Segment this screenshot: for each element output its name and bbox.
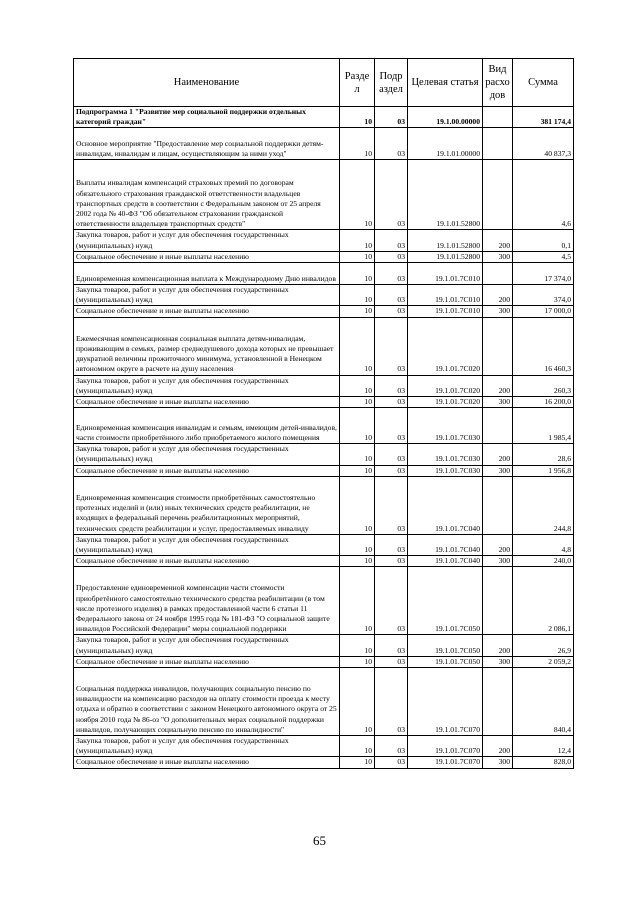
cell-razdel: 10 — [340, 757, 375, 768]
cell-name: Социальная поддержка инвалидов, получающих социальную пенсию по инвалидности на компенсацию расходов на оплату стоимости проезда к месту отдыха и обратно в соответствии с законом Ненецкого автономного округа от 25 ноября 2010 года № 86-оз "О дополнительных мерах социальной поддержки инвалидов, получающих социальную пенсию по инвалидности" — [74, 668, 340, 736]
cell-podrazdel: 03 — [375, 465, 408, 476]
cell-podrazdel: 03 — [375, 317, 408, 375]
cell-name: Основное мероприятие "Предоставление мер социальной поддержки детям-инвалидам, инвалидам и лицам, осуществляющим за ними уход" — [74, 128, 340, 160]
cell-name: Социальное обеспечение и иные выплаты населению — [74, 465, 340, 476]
cell-sum: 4,8 — [513, 534, 574, 555]
cell-sum: 1 956,8 — [513, 465, 574, 476]
cell-target: 19.1.01.7С040 — [408, 534, 483, 555]
cell-podrazdel: 03 — [375, 230, 408, 251]
table-row — [74, 656, 574, 667]
cell-razdel: 10 — [340, 465, 375, 476]
cell-razdel: 10 — [340, 263, 375, 285]
cell-sum: 374,0 — [513, 285, 574, 306]
cell-target: 19.1.01.7С010 — [408, 285, 483, 306]
cell-razdel: 10 — [340, 306, 375, 317]
cell-name: Социальное обеспечение и иные выплаты населению — [74, 251, 340, 262]
cell-name: Закупка товаров, работ и услуг для обеспечения государственных (муниципальных) нужд — [74, 736, 340, 757]
cell-razdel: 10 — [340, 736, 375, 757]
cell-razdel: 10 — [340, 534, 375, 555]
header-vid: Вид расхо дов — [483, 59, 513, 107]
table-row — [74, 263, 574, 285]
header-target: Целевая статья — [408, 59, 483, 107]
cell-name: Закупка товаров, работ и услуг для обеспечения государственных (муниципальных) нужд — [74, 635, 340, 656]
table-row — [74, 306, 574, 317]
cell-razdel: 10 — [340, 668, 375, 736]
cell-target: 19.1.01.7С050 — [408, 656, 483, 667]
cell-vid: 300 — [483, 656, 513, 667]
cell-sum: 17 374,0 — [513, 263, 574, 285]
cell-razdel: 10 — [340, 160, 375, 230]
cell-vid — [483, 668, 513, 736]
table-row — [74, 128, 574, 160]
cell-sum: 381 174,4 — [513, 107, 574, 128]
cell-name: Закупка товаров, работ и услуг для обеспечения государственных (муниципальных) нужд — [74, 285, 340, 306]
cell-podrazdel: 03 — [375, 656, 408, 667]
cell-vid: 300 — [483, 465, 513, 476]
cell-name: Предоставление единовременной компенсации части стоимости приобретённого самостоятельно технического средства реабилитации (в том числе протезного изделия) в рамках предоставленной части 6 статьи 11 Федерального закона от 24 ноября 1995 года № 181-ФЗ "О социальной защите инвалидов Российской Федерации" меры социальной поддержки — [74, 567, 340, 635]
cell-name: Закупка товаров, работ и услуг для обеспечения государственных (муниципальных) нужд — [74, 230, 340, 251]
cell-razdel: 10 — [340, 656, 375, 667]
table-row — [74, 476, 574, 534]
cell-podrazdel: 03 — [375, 408, 408, 444]
cell-target: 19.1.01.00000 — [408, 128, 483, 160]
cell-podrazdel: 03 — [375, 567, 408, 635]
table-row — [74, 668, 574, 736]
cell-sum: 2 059,2 — [513, 656, 574, 667]
cell-sum: 1 985,4 — [513, 408, 574, 444]
table-row — [74, 408, 574, 444]
cell-sum: 17 000,0 — [513, 306, 574, 317]
cell-name: Единовременная компенсация инвалидам и семьям, имеющим детей-инвалидов, части стоимости приобретённого либо приобретаемого жилого помещения — [74, 408, 340, 444]
cell-name: Закупка товаров, работ и услуг для обеспечения государственных (муниципальных) нужд — [74, 375, 340, 396]
cell-sum: 840,4 — [513, 668, 574, 736]
cell-razdel: 10 — [340, 556, 375, 567]
cell-target: 19.1.01.7С030 — [408, 444, 483, 465]
cell-sum: 0,1 — [513, 230, 574, 251]
cell-razdel: 10 — [340, 444, 375, 465]
cell-podrazdel: 03 — [375, 534, 408, 555]
table-body — [74, 107, 574, 769]
cell-target: 19.1.01.7С050 — [408, 567, 483, 635]
cell-vid: 300 — [483, 556, 513, 567]
cell-sum: 28,6 — [513, 444, 574, 465]
cell-name: Ежемесячная компенсационная социальная выплата детям-инвалидам, проживающим в семьях, размер среднедушевого дохода которых не превышает двукратной величины прожиточного минимума, установленной в Ненецком автономном округе в расчете на душу населения — [74, 317, 340, 375]
cell-podrazdel: 03 — [375, 635, 408, 656]
cell-vid: 300 — [483, 251, 513, 262]
cell-razdel: 10 — [340, 317, 375, 375]
cell-sum: 828,0 — [513, 757, 574, 768]
table-row — [74, 251, 574, 262]
cell-target: 19.1.01.7С070 — [408, 757, 483, 768]
cell-podrazdel: 03 — [375, 444, 408, 465]
cell-target: 19.1.01.7С010 — [408, 263, 483, 285]
cell-name: Социальное обеспечение и иные выплаты населению — [74, 556, 340, 567]
cell-vid — [483, 263, 513, 285]
cell-vid — [483, 476, 513, 534]
cell-razdel: 10 — [340, 635, 375, 656]
cell-target: 19.1.01.7С020 — [408, 397, 483, 408]
cell-podrazdel: 03 — [375, 397, 408, 408]
cell-vid — [483, 128, 513, 160]
cell-podrazdel: 03 — [375, 263, 408, 285]
cell-podrazdel: 03 — [375, 476, 408, 534]
cell-target: 19.1.01.7С030 — [408, 465, 483, 476]
table-header-row — [74, 59, 574, 107]
header-name: Наименование — [74, 59, 340, 107]
cell-podrazdel: 03 — [375, 285, 408, 306]
cell-target: 19.1.01.52800 — [408, 251, 483, 262]
cell-podrazdel: 03 — [375, 375, 408, 396]
cell-vid — [483, 567, 513, 635]
cell-razdel: 10 — [340, 397, 375, 408]
cell-name: Выплаты инвалидам компенсаций страховых премий по договорам обязательного страхования гражданской ответственности владельцев транспортных средств в соответствии с Федеральным законом от 25 апреля 2002 года № 40-ФЗ "Об обязательном страховании гражданской ответственности владельцев транспортных средств" — [74, 160, 340, 230]
table-row — [74, 160, 574, 230]
cell-sum: 4,5 — [513, 251, 574, 262]
header-podrazdel: Подр аздел — [375, 59, 408, 107]
table-row — [74, 556, 574, 567]
table-row — [74, 534, 574, 555]
cell-name: Единовременная компенсация стоимости приобретённых самостоятельно протезных изделий и (или) иных технических средств реабилитации, не входящих в федеральный перечень реабилитационных мероприятий, технических средств реабилитации и услуг, предоставляемых инвалиду — [74, 476, 340, 534]
cell-vid: 200 — [483, 285, 513, 306]
cell-vid: 200 — [483, 375, 513, 396]
cell-podrazdel: 03 — [375, 668, 408, 736]
cell-vid — [483, 317, 513, 375]
cell-vid: 300 — [483, 757, 513, 768]
table-row — [74, 230, 574, 251]
cell-sum: 4,6 — [513, 160, 574, 230]
cell-vid — [483, 408, 513, 444]
cell-vid: 200 — [483, 736, 513, 757]
table-row — [74, 375, 574, 396]
cell-vid: 200 — [483, 230, 513, 251]
cell-podrazdel: 03 — [375, 107, 408, 128]
cell-target: 19.1.00.00000 — [408, 107, 483, 128]
cell-podrazdel: 03 — [375, 128, 408, 160]
cell-sum: 240,0 — [513, 556, 574, 567]
cell-razdel: 10 — [340, 128, 375, 160]
cell-name: Социальное обеспечение и иные выплаты населению — [74, 306, 340, 317]
cell-target: 19.1.01.7С050 — [408, 635, 483, 656]
cell-sum: 260,3 — [513, 375, 574, 396]
cell-name: Социальное обеспечение и иные выплаты населению — [74, 656, 340, 667]
cell-name: Закупка товаров, работ и услуг для обеспечения государственных (муниципальных) нужд — [74, 444, 340, 465]
table-row — [74, 757, 574, 768]
cell-name: Социальное обеспечение и иные выплаты населению — [74, 757, 340, 768]
table-row — [74, 107, 574, 128]
cell-podrazdel: 03 — [375, 736, 408, 757]
cell-razdel: 10 — [340, 375, 375, 396]
table-row — [74, 736, 574, 757]
page-number: 65 — [313, 833, 326, 848]
cell-podrazdel: 03 — [375, 306, 408, 317]
table-row — [74, 635, 574, 656]
cell-razdel: 10 — [340, 107, 375, 128]
cell-razdel: 10 — [340, 567, 375, 635]
table-row — [74, 397, 574, 408]
cell-sum: 244,8 — [513, 476, 574, 534]
cell-razdel: 10 — [340, 230, 375, 251]
table-row — [74, 285, 574, 306]
cell-sum: 16 200,0 — [513, 397, 574, 408]
cell-target: 19.1.01.52800 — [408, 230, 483, 251]
header-razdel: Разде л — [340, 59, 375, 107]
table-row — [74, 567, 574, 635]
table-row — [74, 444, 574, 465]
cell-sum: 16 460,3 — [513, 317, 574, 375]
cell-vid — [483, 160, 513, 230]
cell-target: 19.1.01.7С020 — [408, 375, 483, 396]
cell-vid: 200 — [483, 635, 513, 656]
cell-razdel: 10 — [340, 285, 375, 306]
cell-podrazdel: 03 — [375, 556, 408, 567]
cell-podrazdel: 03 — [375, 251, 408, 262]
cell-name: Единовременная компенсационная выплата к Международному Дню инвалидов — [74, 263, 340, 285]
header-sum: Сумма — [513, 59, 574, 107]
cell-sum: 2 086,1 — [513, 567, 574, 635]
cell-sum: 40 837,3 — [513, 128, 574, 160]
cell-podrazdel: 03 — [375, 757, 408, 768]
cell-name: Подпрограмма 1 "Развитие мер социальной поддержки отдельных категорий граждан" — [74, 107, 340, 128]
cell-vid — [483, 107, 513, 128]
cell-vid: 200 — [483, 444, 513, 465]
cell-target: 19.1.01.7С070 — [408, 668, 483, 736]
cell-podrazdel: 03 — [375, 160, 408, 230]
cell-target: 19.1.01.52800 — [408, 160, 483, 230]
cell-target: 19.1.01.7С070 — [408, 736, 483, 757]
budget-table — [73, 58, 574, 769]
cell-razdel: 10 — [340, 408, 375, 444]
cell-target: 19.1.01.7С010 — [408, 306, 483, 317]
cell-razdel: 10 — [340, 476, 375, 534]
cell-sum: 26,9 — [513, 635, 574, 656]
cell-name: Социальное обеспечение и иные выплаты населению — [74, 397, 340, 408]
cell-razdel: 10 — [340, 251, 375, 262]
table-row — [74, 465, 574, 476]
cell-target: 19.1.01.7С040 — [408, 476, 483, 534]
cell-vid: 300 — [483, 306, 513, 317]
cell-vid: 300 — [483, 397, 513, 408]
table-row — [74, 317, 574, 375]
cell-vid: 200 — [483, 534, 513, 555]
cell-name: Закупка товаров, работ и услуг для обеспечения государственных (муниципальных) нужд — [74, 534, 340, 555]
cell-target: 19.1.01.7С040 — [408, 556, 483, 567]
cell-target: 19.1.01.7С030 — [408, 408, 483, 444]
cell-target: 19.1.01.7С020 — [408, 317, 483, 375]
cell-sum: 12,4 — [513, 736, 574, 757]
